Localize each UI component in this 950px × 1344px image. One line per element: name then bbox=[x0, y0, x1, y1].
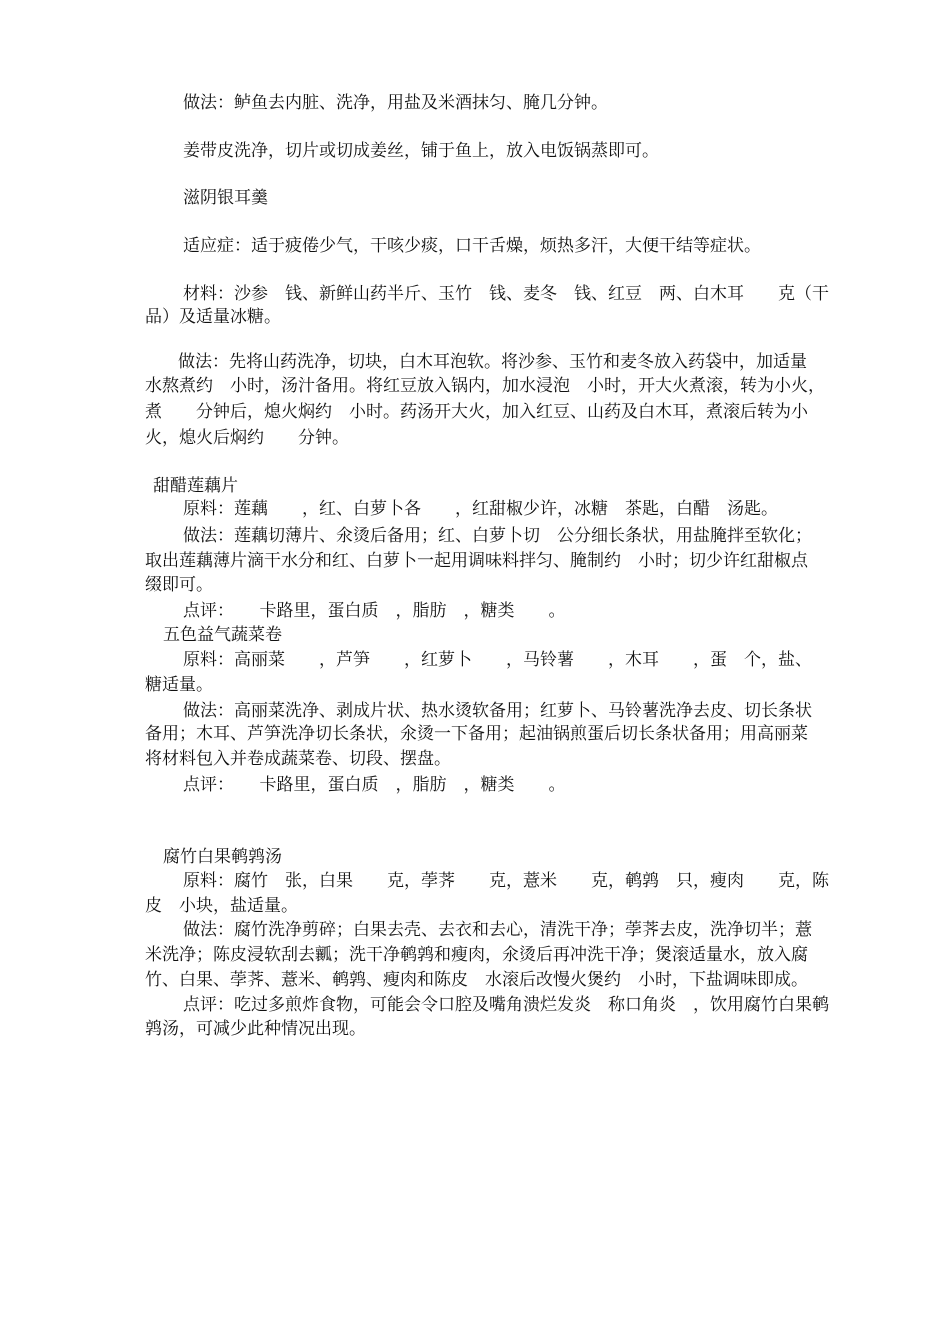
method-line-2: 米洗净；陈皮浸软刮去瓤；洗干净鹌鹑和瘦肉，氽烫后再冲洗干净；煲滚适量水，放入腐 bbox=[145, 945, 808, 965]
method-line-3: 将材料包入并卷成蔬菜卷、切段、摆盘。 bbox=[145, 749, 451, 769]
recipe-title-five-color-veg-roll: 五色益气蔬菜卷 bbox=[163, 625, 282, 645]
ingredients-line-1: 原料：腐竹 张，白果 克，荸荠 克，薏米 克，鹌鹑 只，瘦肉 克，陈 bbox=[183, 871, 829, 891]
ingredients-line-2: 皮 小块，盐适量。 bbox=[145, 896, 298, 916]
method-line-3: 煮 分钟后，熄火焖约 小时。药汤开大火，加入红豆、山药及白木耳，煮滚后转为小 bbox=[145, 402, 808, 422]
steamed-fish-method: 做法：鲈鱼去内脏、洗净，用盐及米酒抹匀、腌几分钟。 bbox=[183, 93, 608, 113]
method-line-1: 做法：高丽菜洗净、剥成片状、热水烫软备用；红萝卜、马铃薯洗净去皮、切长条状 bbox=[183, 701, 812, 721]
ingredients-line-1: 原料：高丽菜 ，芦笋 ，红萝卜 ，马铃薯 ，木耳 ，蛋 个，盐、 bbox=[183, 650, 812, 670]
method-line-1: 做法：先将山药洗净，切块，白木耳泡软。将沙参、玉竹和麦冬放入药袋中，加适量 bbox=[178, 352, 807, 372]
comment-line-2: 鹑汤，可减少此种情况出现。 bbox=[145, 1019, 366, 1039]
method-line-4: 火，熄火后焖约 分钟。 bbox=[145, 428, 349, 448]
comment-line-1: 点评：吃过多煎炸食物，可能会令口腔及嘴角溃烂发炎 称口角炎 ，饮用腐竹白果鹌 bbox=[183, 995, 829, 1015]
recipe-title-yuba-ginkgo-quail-soup: 腐竹白果鹌鹑汤 bbox=[163, 847, 282, 867]
method-line-1: 做法：腐竹洗净剪碎；白果去壳、去衣和去心，清洗干净；荸荠去皮，洗净切半；薏 bbox=[183, 920, 812, 940]
method-line-2: 备用；木耳、芦笋洗净切长条状，氽烫一下备用；起油锅煎蛋后切长条状备用；用高丽菜 bbox=[145, 724, 808, 744]
indication-text: 适应症：适于疲倦少气，干咳少痰，口干舌燥，烦热多汗，大便干结等症状。 bbox=[183, 236, 761, 256]
recipe-title-yin-tremella-soup: 滋阴银耳羹 bbox=[183, 188, 268, 208]
ingredients-line-2: 糖适量。 bbox=[145, 675, 213, 695]
method-line-3: 竹、白果、荸荠、薏米、鹌鹑、瘦肉和陈皮 水滚后改慢火煲约 小时，下盐调味即成。 bbox=[145, 970, 808, 990]
materials-line-2: 品）及适量冰糖。 bbox=[145, 307, 281, 327]
steamed-fish-ginger-step: 姜带皮洗净，切片或切成姜丝，铺于鱼上，放入电饭锅蒸即可。 bbox=[183, 141, 659, 161]
method-line-2: 取出莲藕薄片滴干水分和红、白萝卜一起用调味料拌匀、腌制约 小时；切少许红甜椒点 bbox=[145, 551, 808, 571]
comment-line: 点评： 卡路里，蛋白质 ，脂肪 ，糖类 。 bbox=[183, 775, 566, 795]
method-line-3: 缀即可。 bbox=[145, 575, 213, 595]
ingredients-line: 原料：莲藕 ，红、白萝卜各 ，红甜椒少许，冰糖 茶匙，白醋 汤匙。 bbox=[183, 499, 778, 519]
comment-line: 点评： 卡路里，蛋白质 ，脂肪 ，糖类 。 bbox=[183, 601, 566, 621]
recipe-title-sweet-vinegar-lotus: 甜醋莲藕片 bbox=[153, 476, 238, 496]
materials-line-1: 材料：沙参 钱、新鲜山药半斤、玉竹 钱、麦冬 钱、红豆 两、白木耳 克（干 bbox=[183, 284, 829, 304]
method-line-2: 水熬煮约 小时，汤汁备用。将红豆放入锅内，加水浸泡 小时，开大火煮滚，转为小火， bbox=[145, 376, 825, 396]
method-line-1: 做法：莲藕切薄片、氽烫后备用；红、白萝卜切 公分细长条状，用盐腌拌至软化； bbox=[183, 526, 812, 546]
